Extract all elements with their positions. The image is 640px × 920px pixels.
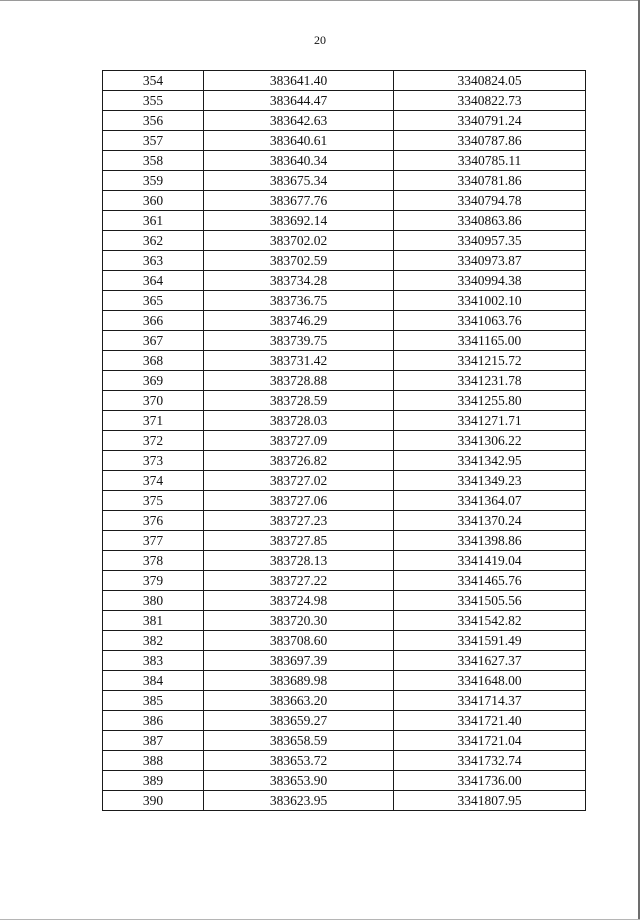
x-coordinate-cell: 383746.29 (204, 311, 394, 331)
y-coordinate-cell: 3340822.73 (394, 91, 586, 111)
point-number-cell: 390 (103, 791, 204, 811)
table-row (103, 651, 586, 671)
x-coordinate-cell: 383702.02 (204, 231, 394, 251)
x-coordinate-cell: 383727.02 (204, 471, 394, 491)
table-row (103, 771, 586, 791)
y-coordinate-cell: 3340863.86 (394, 211, 586, 231)
point-number-cell: 357 (103, 131, 204, 151)
point-number-cell: 385 (103, 691, 204, 711)
point-number-cell: 387 (103, 731, 204, 751)
y-coordinate-cell: 3340957.35 (394, 231, 586, 251)
y-coordinate-cell: 3340791.24 (394, 111, 586, 131)
table-row (103, 311, 586, 331)
x-coordinate-cell: 383659.27 (204, 711, 394, 731)
y-coordinate-cell: 3341648.00 (394, 671, 586, 691)
table-row (103, 391, 586, 411)
point-number-cell: 383 (103, 651, 204, 671)
x-coordinate-cell: 383736.75 (204, 291, 394, 311)
table-row (103, 291, 586, 311)
x-coordinate-cell: 383728.88 (204, 371, 394, 391)
x-coordinate-cell: 383727.23 (204, 511, 394, 531)
y-coordinate-cell: 3341271.71 (394, 411, 586, 431)
x-coordinate-cell: 383728.03 (204, 411, 394, 431)
x-coordinate-cell: 383727.06 (204, 491, 394, 511)
table-row (103, 191, 586, 211)
table-row (103, 511, 586, 531)
y-coordinate-cell: 3341002.10 (394, 291, 586, 311)
y-coordinate-cell: 3341349.23 (394, 471, 586, 491)
y-coordinate-cell: 3341736.00 (394, 771, 586, 791)
point-number-cell: 364 (103, 271, 204, 291)
table-row (103, 411, 586, 431)
x-coordinate-cell: 383697.39 (204, 651, 394, 671)
x-coordinate-cell: 383642.63 (204, 111, 394, 131)
point-number-cell: 380 (103, 591, 204, 611)
y-coordinate-cell: 3341465.76 (394, 571, 586, 591)
table-row (103, 251, 586, 271)
y-coordinate-cell: 3340781.86 (394, 171, 586, 191)
y-coordinate-cell: 3341591.49 (394, 631, 586, 651)
y-coordinate-cell: 3341231.78 (394, 371, 586, 391)
y-coordinate-cell: 3341542.82 (394, 611, 586, 631)
table-row (103, 331, 586, 351)
point-number-cell: 375 (103, 491, 204, 511)
table-row (103, 551, 586, 571)
point-number-cell: 355 (103, 91, 204, 111)
table-row (103, 431, 586, 451)
table-row (103, 91, 586, 111)
y-coordinate-cell: 3341306.22 (394, 431, 586, 451)
y-coordinate-cell: 3341714.37 (394, 691, 586, 711)
point-number-cell: 376 (103, 511, 204, 531)
x-coordinate-cell: 383724.98 (204, 591, 394, 611)
y-coordinate-cell: 3340787.86 (394, 131, 586, 151)
x-coordinate-cell: 383675.34 (204, 171, 394, 191)
point-number-cell: 370 (103, 391, 204, 411)
point-number-cell: 382 (103, 631, 204, 651)
y-coordinate-cell: 3341165.00 (394, 331, 586, 351)
point-number-cell: 388 (103, 751, 204, 771)
y-coordinate-cell: 3341255.80 (394, 391, 586, 411)
y-coordinate-cell: 3341342.95 (394, 451, 586, 471)
point-number-cell: 379 (103, 571, 204, 591)
y-coordinate-cell: 3341419.04 (394, 551, 586, 571)
table-row (103, 711, 586, 731)
point-number-cell: 358 (103, 151, 204, 171)
y-coordinate-cell: 3340824.05 (394, 71, 586, 91)
table-row (103, 131, 586, 151)
x-coordinate-cell: 383728.59 (204, 391, 394, 411)
coordinate-table (102, 70, 586, 811)
x-coordinate-cell: 383726.82 (204, 451, 394, 471)
x-coordinate-cell: 383727.09 (204, 431, 394, 451)
x-coordinate-cell: 383689.98 (204, 671, 394, 691)
x-coordinate-cell: 383640.61 (204, 131, 394, 151)
table-row (103, 371, 586, 391)
x-coordinate-cell: 383692.14 (204, 211, 394, 231)
table-row (103, 451, 586, 471)
x-coordinate-cell: 383702.59 (204, 251, 394, 271)
x-coordinate-cell: 383728.13 (204, 551, 394, 571)
table-row (103, 231, 586, 251)
y-coordinate-cell: 3340794.78 (394, 191, 586, 211)
table-row (103, 571, 586, 591)
y-coordinate-cell: 3340994.38 (394, 271, 586, 291)
y-coordinate-cell: 3341627.37 (394, 651, 586, 671)
table-row (103, 791, 586, 811)
x-coordinate-cell: 383727.22 (204, 571, 394, 591)
table-row (103, 531, 586, 551)
point-number-cell: 386 (103, 711, 204, 731)
table-row (103, 111, 586, 131)
point-number-cell: 378 (103, 551, 204, 571)
y-coordinate-cell: 3341370.24 (394, 511, 586, 531)
y-coordinate-cell: 3341807.95 (394, 791, 586, 811)
table-row (103, 671, 586, 691)
y-coordinate-cell: 3341721.40 (394, 711, 586, 731)
x-coordinate-cell: 383641.40 (204, 71, 394, 91)
x-coordinate-cell: 383658.59 (204, 731, 394, 751)
x-coordinate-cell: 383734.28 (204, 271, 394, 291)
x-coordinate-cell: 383739.75 (204, 331, 394, 351)
table-row (103, 71, 586, 91)
x-coordinate-cell: 383720.30 (204, 611, 394, 631)
point-number-cell: 366 (103, 311, 204, 331)
point-number-cell: 369 (103, 371, 204, 391)
point-number-cell: 365 (103, 291, 204, 311)
point-number-cell: 381 (103, 611, 204, 631)
x-coordinate-cell: 383640.34 (204, 151, 394, 171)
y-coordinate-cell: 3340973.87 (394, 251, 586, 271)
x-coordinate-cell: 383653.90 (204, 771, 394, 791)
table-row (103, 151, 586, 171)
x-coordinate-cell: 383727.85 (204, 531, 394, 551)
x-coordinate-cell: 383731.42 (204, 351, 394, 371)
table-row (103, 631, 586, 651)
point-number-cell: 384 (103, 671, 204, 691)
y-coordinate-cell: 3340785.11 (394, 151, 586, 171)
point-number-cell: 371 (103, 411, 204, 431)
y-coordinate-cell: 3341215.72 (394, 351, 586, 371)
point-number-cell: 361 (103, 211, 204, 231)
table-row (103, 691, 586, 711)
y-coordinate-cell: 3341732.74 (394, 751, 586, 771)
point-number-cell: 354 (103, 71, 204, 91)
x-coordinate-cell: 383644.47 (204, 91, 394, 111)
x-coordinate-cell: 383623.95 (204, 791, 394, 811)
point-number-cell: 356 (103, 111, 204, 131)
table-row (103, 611, 586, 631)
point-number-cell: 367 (103, 331, 204, 351)
y-coordinate-cell: 3341398.86 (394, 531, 586, 551)
point-number-cell: 362 (103, 231, 204, 251)
x-coordinate-cell: 383663.20 (204, 691, 394, 711)
point-number-cell: 374 (103, 471, 204, 491)
table-row (103, 351, 586, 371)
y-coordinate-cell: 3341505.56 (394, 591, 586, 611)
point-number-cell: 389 (103, 771, 204, 791)
table-row (103, 491, 586, 511)
point-number-cell: 360 (103, 191, 204, 211)
point-number-cell: 363 (103, 251, 204, 271)
point-number-cell: 372 (103, 431, 204, 451)
x-coordinate-cell: 383653.72 (204, 751, 394, 771)
point-number-cell: 377 (103, 531, 204, 551)
page-edge-top (0, 0, 640, 1)
table-row (103, 591, 586, 611)
table-row (103, 271, 586, 291)
x-coordinate-cell: 383677.76 (204, 191, 394, 211)
point-number-cell: 359 (103, 171, 204, 191)
table-row (103, 171, 586, 191)
table-row (103, 751, 586, 771)
y-coordinate-cell: 3341364.07 (394, 491, 586, 511)
table-row (103, 471, 586, 491)
y-coordinate-cell: 3341063.76 (394, 311, 586, 331)
coordinate-table-body (103, 71, 586, 811)
y-coordinate-cell: 3341721.04 (394, 731, 586, 751)
page-number: 20 (314, 33, 326, 47)
point-number-cell: 368 (103, 351, 204, 371)
point-number-cell: 373 (103, 451, 204, 471)
table-row (103, 731, 586, 751)
x-coordinate-cell: 383708.60 (204, 631, 394, 651)
table-row (103, 211, 586, 231)
